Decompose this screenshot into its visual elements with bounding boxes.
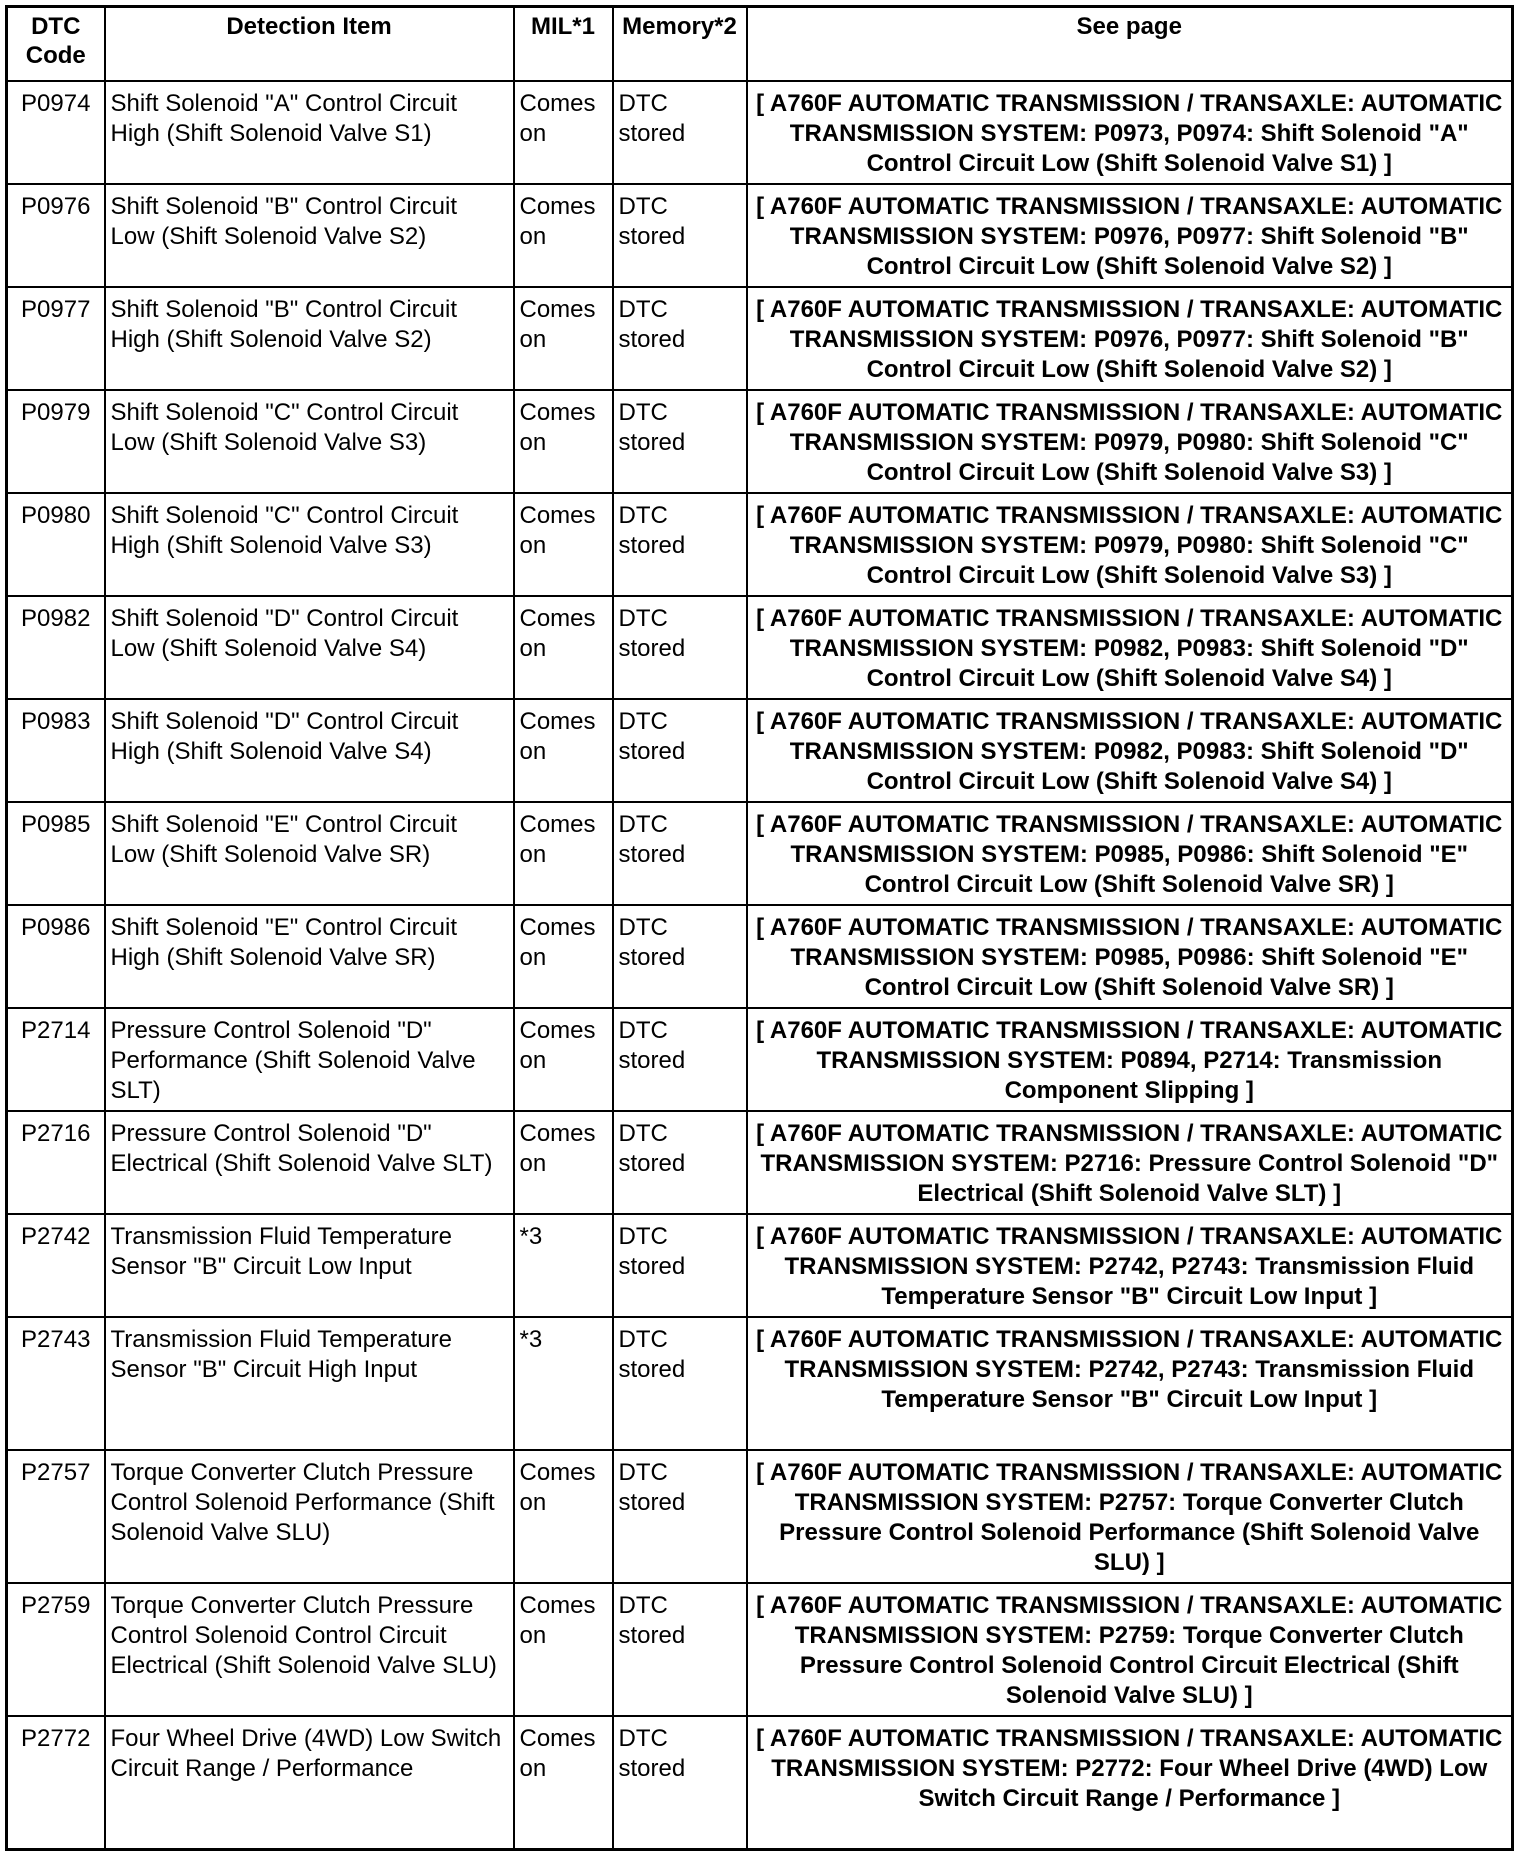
mil-cell: Comes on [514, 699, 613, 802]
detection-item-cell: Shift Solenoid "E" Control Circuit High (Shift Solenoid Valve SR) [105, 905, 514, 1008]
detection-item-cell: Shift Solenoid "A" Control Circuit High (Shift Solenoid Valve S1) [105, 81, 514, 184]
table-row [7, 1583, 1513, 1716]
detection-item-cell: Shift Solenoid "D" Control Circuit Low (Shift Solenoid Valve S4) [105, 596, 514, 699]
memory-cell: DTC stored [613, 1583, 747, 1716]
see-page-link[interactable]: [ A760F AUTOMATIC TRANSMISSION / TRANSAXLE: AUTOMATIC TRANSMISSION SYSTEM: P2772: Four Wheel Drive (4WD) Low Switch Circuit Range / Performance ] [747, 1716, 1513, 1850]
dtc-code-cell: P2714 [7, 1008, 105, 1111]
memory-cell: DTC stored [613, 184, 747, 287]
mil-cell: Comes on [514, 1583, 613, 1716]
see-page-link[interactable]: [ A760F AUTOMATIC TRANSMISSION / TRANSAXLE: AUTOMATIC TRANSMISSION SYSTEM: P0973, P0974: Shift Solenoid "A" Control Circuit Low (Shift Solenoid Valve S1) ] [747, 81, 1513, 184]
dtc-code-cell: P0979 [7, 390, 105, 493]
memory-cell: DTC stored [613, 1716, 747, 1850]
see-page-link[interactable]: [ A760F AUTOMATIC TRANSMISSION / TRANSAXLE: AUTOMATIC TRANSMISSION SYSTEM: P0976, P0977: Shift Solenoid "B" Control Circuit Low (Shift Solenoid Valve S2) ] [747, 184, 1513, 287]
dtc-code-cell: P0980 [7, 493, 105, 596]
memory-cell: DTC stored [613, 493, 747, 596]
memory-cell: DTC stored [613, 905, 747, 1008]
header-memory: Memory*2 [613, 7, 747, 82]
memory-cell: DTC stored [613, 802, 747, 905]
memory-cell: DTC stored [613, 1008, 747, 1111]
mil-cell: *3 [514, 1317, 613, 1450]
mil-cell: Comes on [514, 1111, 613, 1214]
see-page-link[interactable]: [ A760F AUTOMATIC TRANSMISSION / TRANSAXLE: AUTOMATIC TRANSMISSION SYSTEM: P2716: Pressure Control Solenoid "D" Electrical (Shift Solenoid Valve SLT) ] [747, 1111, 1513, 1214]
memory-cell: DTC stored [613, 1214, 747, 1317]
detection-item-cell: Transmission Fluid Temperature Sensor "B" Circuit High Input [105, 1317, 514, 1450]
see-page-link[interactable]: [ A760F AUTOMATIC TRANSMISSION / TRANSAXLE: AUTOMATIC TRANSMISSION SYSTEM: P0979, P0980: Shift Solenoid "C" Control Circuit Low (Shift Solenoid Valve S3) ] [747, 493, 1513, 596]
memory-cell: DTC stored [613, 1317, 747, 1450]
header-mil: MIL*1 [514, 7, 613, 82]
dtc-table-body [7, 81, 1513, 1850]
table-row [7, 596, 1513, 699]
detection-item-cell: Shift Solenoid "C" Control Circuit High (Shift Solenoid Valve S3) [105, 493, 514, 596]
detection-item-cell: Shift Solenoid "B" Control Circuit Low (Shift Solenoid Valve S2) [105, 184, 514, 287]
dtc-code-cell: P2743 [7, 1317, 105, 1450]
memory-cell: DTC stored [613, 287, 747, 390]
mil-cell: *3 [514, 1214, 613, 1317]
mil-cell: Comes on [514, 1716, 613, 1850]
dtc-code-cell: P0986 [7, 905, 105, 1008]
memory-cell: DTC stored [613, 699, 747, 802]
mil-cell: Comes on [514, 1008, 613, 1111]
mil-cell: Comes on [514, 287, 613, 390]
detection-item-cell: Pressure Control Solenoid "D" Electrical (Shift Solenoid Valve SLT) [105, 1111, 514, 1214]
mil-cell: Comes on [514, 493, 613, 596]
mil-cell: Comes on [514, 1450, 613, 1583]
dtc-table [5, 5, 1514, 1851]
dtc-code-cell: P0977 [7, 287, 105, 390]
detection-item-cell: Pressure Control Solenoid "D" Performance (Shift Solenoid Valve SLT) [105, 1008, 514, 1111]
see-page-link[interactable]: [ A760F AUTOMATIC TRANSMISSION / TRANSAXLE: AUTOMATIC TRANSMISSION SYSTEM: P0985, P0986: Shift Solenoid "E" Control Circuit Low (Shift Solenoid Valve SR) ] [747, 905, 1513, 1008]
table-row [7, 802, 1513, 905]
mil-cell: Comes on [514, 184, 613, 287]
dtc-code-cell: P2759 [7, 1583, 105, 1716]
table-row [7, 184, 1513, 287]
dtc-code-cell: P2716 [7, 1111, 105, 1214]
dtc-code-cell: P0982 [7, 596, 105, 699]
dtc-code-cell: P0983 [7, 699, 105, 802]
see-page-link[interactable]: [ A760F AUTOMATIC TRANSMISSION / TRANSAXLE: AUTOMATIC TRANSMISSION SYSTEM: P0894, P2714: Transmission Component Slipping ] [747, 1008, 1513, 1111]
table-row [7, 699, 1513, 802]
table-row [7, 1317, 1513, 1450]
table-row [7, 905, 1513, 1008]
memory-cell: DTC stored [613, 596, 747, 699]
see-page-link[interactable]: [ A760F AUTOMATIC TRANSMISSION / TRANSAXLE: AUTOMATIC TRANSMISSION SYSTEM: P2742, P2743: Transmission Fluid Temperature Sensor "B" Circuit Low Input ] [747, 1214, 1513, 1317]
see-page-link[interactable]: [ A760F AUTOMATIC TRANSMISSION / TRANSAXLE: AUTOMATIC TRANSMISSION SYSTEM: P0985, P0986: Shift Solenoid "E" Control Circuit Low (Shift Solenoid Valve SR) ] [747, 802, 1513, 905]
mil-cell: Comes on [514, 596, 613, 699]
mil-cell: Comes on [514, 802, 613, 905]
table-row [7, 287, 1513, 390]
detection-item-cell: Shift Solenoid "B" Control Circuit High (Shift Solenoid Valve S2) [105, 287, 514, 390]
see-page-link[interactable]: [ A760F AUTOMATIC TRANSMISSION / TRANSAXLE: AUTOMATIC TRANSMISSION SYSTEM: P0979, P0980: Shift Solenoid "C" Control Circuit Low (Shift Solenoid Valve S3) ] [747, 390, 1513, 493]
see-page-link[interactable]: [ A760F AUTOMATIC TRANSMISSION / TRANSAXLE: AUTOMATIC TRANSMISSION SYSTEM: P2757: Torque Converter Clutch Pressure Control Solenoid Performance (Shift Solenoid Valve SLU) ] [747, 1450, 1513, 1583]
dtc-code-cell: P0976 [7, 184, 105, 287]
memory-cell: DTC stored [613, 1450, 747, 1583]
header-row [7, 7, 1513, 82]
mil-cell: Comes on [514, 905, 613, 1008]
dtc-code-cell: P2742 [7, 1214, 105, 1317]
mil-cell: Comes on [514, 390, 613, 493]
detection-item-cell: Transmission Fluid Temperature Sensor "B" Circuit Low Input [105, 1214, 514, 1317]
detection-item-cell: Torque Converter Clutch Pressure Control Solenoid Performance (Shift Solenoid Valve SLU) [105, 1450, 514, 1583]
table-row [7, 1214, 1513, 1317]
memory-cell: DTC stored [613, 81, 747, 184]
table-row [7, 493, 1513, 596]
see-page-link[interactable]: [ A760F AUTOMATIC TRANSMISSION / TRANSAXLE: AUTOMATIC TRANSMISSION SYSTEM: P0982, P0983: Shift Solenoid "D" Control Circuit Low (Shift Solenoid Valve S4) ] [747, 699, 1513, 802]
table-row [7, 390, 1513, 493]
memory-cell: DTC stored [613, 390, 747, 493]
table-row [7, 81, 1513, 184]
see-page-link[interactable]: [ A760F AUTOMATIC TRANSMISSION / TRANSAXLE: AUTOMATIC TRANSMISSION SYSTEM: P2759: Torque Converter Clutch Pressure Control Solenoid Control Circuit Electrical (Shift Solenoid Valve SLU) ] [747, 1583, 1513, 1716]
dtc-code-cell: P0985 [7, 802, 105, 905]
table-row [7, 1111, 1513, 1214]
table-row [7, 1716, 1513, 1850]
memory-cell: DTC stored [613, 1111, 747, 1214]
detection-item-cell: Shift Solenoid "E" Control Circuit Low (Shift Solenoid Valve SR) [105, 802, 514, 905]
mil-cell: Comes on [514, 81, 613, 184]
table-row [7, 1008, 1513, 1111]
header-see-page: See page [747, 7, 1513, 82]
dtc-code-cell: P0974 [7, 81, 105, 184]
detection-item-cell: Four Wheel Drive (4WD) Low Switch Circuit Range / Performance [105, 1716, 514, 1850]
detection-item-cell: Torque Converter Clutch Pressure Control Solenoid Control Circuit Electrical (Shift Solenoid Valve SLU) [105, 1583, 514, 1716]
dtc-code-cell: P2757 [7, 1450, 105, 1583]
detection-item-cell: Shift Solenoid "D" Control Circuit High (Shift Solenoid Valve S4) [105, 699, 514, 802]
see-page-link[interactable]: [ A760F AUTOMATIC TRANSMISSION / TRANSAXLE: AUTOMATIC TRANSMISSION SYSTEM: P0976, P0977: Shift Solenoid "B" Control Circuit Low (Shift Solenoid Valve S2) ] [747, 287, 1513, 390]
header-dtc-code: DTC Code [7, 7, 105, 82]
dtc-code-cell: P2772 [7, 1716, 105, 1850]
header-detection-item: Detection Item [105, 7, 514, 82]
see-page-link[interactable]: [ A760F AUTOMATIC TRANSMISSION / TRANSAXLE: AUTOMATIC TRANSMISSION SYSTEM: P2742, P2743: Transmission Fluid Temperature Sensor "B" Circuit Low Input ] [747, 1317, 1513, 1450]
detection-item-cell: Shift Solenoid "C" Control Circuit Low (Shift Solenoid Valve S3) [105, 390, 514, 493]
see-page-link[interactable]: [ A760F AUTOMATIC TRANSMISSION / TRANSAXLE: AUTOMATIC TRANSMISSION SYSTEM: P0982, P0983: Shift Solenoid "D" Control Circuit Low (Shift Solenoid Valve S4) ] [747, 596, 1513, 699]
table-row [7, 1450, 1513, 1583]
